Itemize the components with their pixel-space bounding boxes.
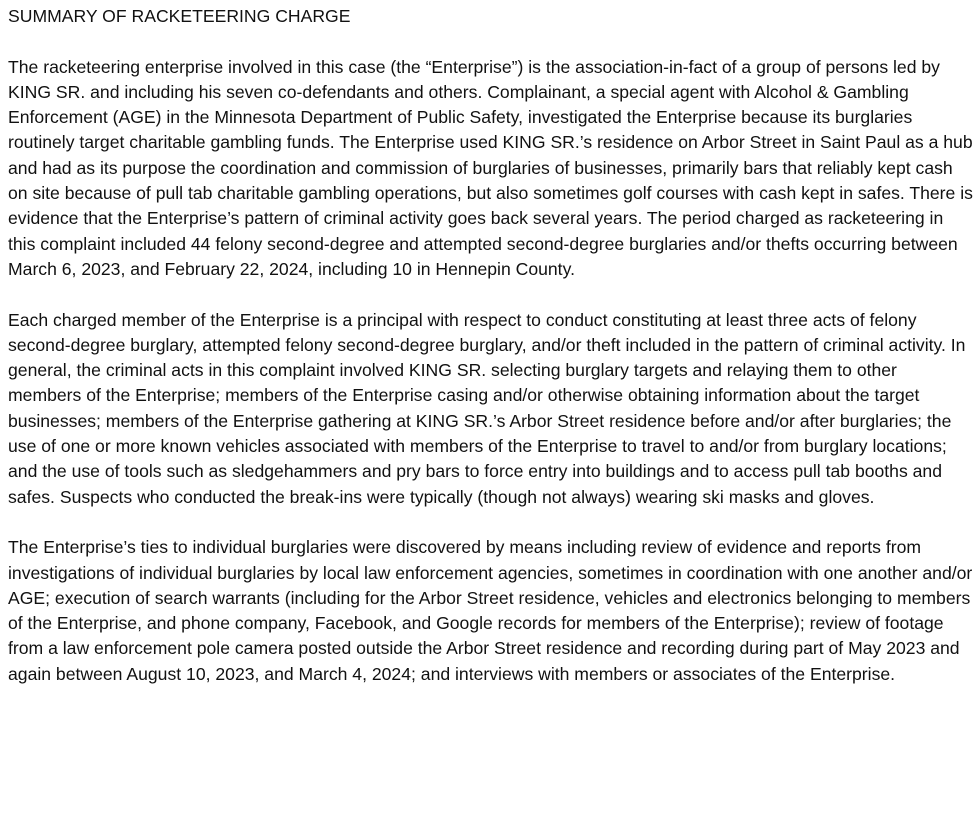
- paragraph-enterprise-definition: The racketeering enterprise involved in this case (the “Enterprise”) is the association-in-fact of a group of persons led by KING SR. and including his seven co-defendants and others. Complainant, a special agent with Alcohol & Gambling Enforcement (AGE) in the Minnesota Department of Public Safety, investigated the Enterprise because its burglaries routinely target charitable gambling funds. The Enterprise used KING SR.’s residence on Arbor Street in Saint Paul as a hub and had as its purpose the coordination and commission of burglaries of businesses, primarily bars that reliably kept cash on site because of pull tab charitable gambling operations, but also sometimes golf courses with cash kept in safes. There is evidence that the Enterprise’s pattern of criminal activity goes back several years. The period charged as racketeering in this complaint included 44 felony second-degree and attempted second-degree burglaries and/or thefts occurring between March 6, 2023, and February 22, 2024, including 10 in Hennepin County.: [8, 56, 973, 279]
- paragraph-investigation-methods: The Enterprise’s ties to individual burglaries were discovered by means including review of evidence and reports from investigations of individual burglaries by local law enforcement agencies, sometimes in coordination with one another and/or AGE; execution of search warrants (including for the Arbor Street residence, vehicles and electronics belonging to members of the Enterprise, and phone company, Facebook, and Google records for members of the Enterprise); review of footage from a law enforcement pole camera posted outside the Arbor Street residence and recording during part of May 2023 and again between August 10, 2023, and March 4, 2024; and interviews with members or associates of the Enterprise.: [8, 537, 973, 684]
- document-heading: SUMMARY OF RACKETEERING CHARGE: [8, 6, 351, 26]
- document-body: [8, 4, 974, 687]
- paragraph-member-conduct: Each charged member of the Enterprise is a principal with respect to conduct constituting at least three acts of felony second-degree burglary, attempted felony second-degree burglary, and/or theft included in the pattern of criminal activity. In general, the criminal acts in this complaint involved KING SR. selecting burglary targets and relaying them to other members of the Enterprise; members of the Enterprise casing and/or otherwise obtaining information about the target businesses; members of the Enterprise gathering at KING SR.’s Arbor Street residence before and/or after burglaries; the use of one or more known vehicles associated with members of the Enterprise to travel to and/or from burglary locations; and the use of tools such as sledgehammers and pry bars to force entry into buildings and to access pull tab booths and safes. Suspects who conducted the break-ins were typically (though not always) wearing ski masks and gloves.: [8, 309, 966, 507]
